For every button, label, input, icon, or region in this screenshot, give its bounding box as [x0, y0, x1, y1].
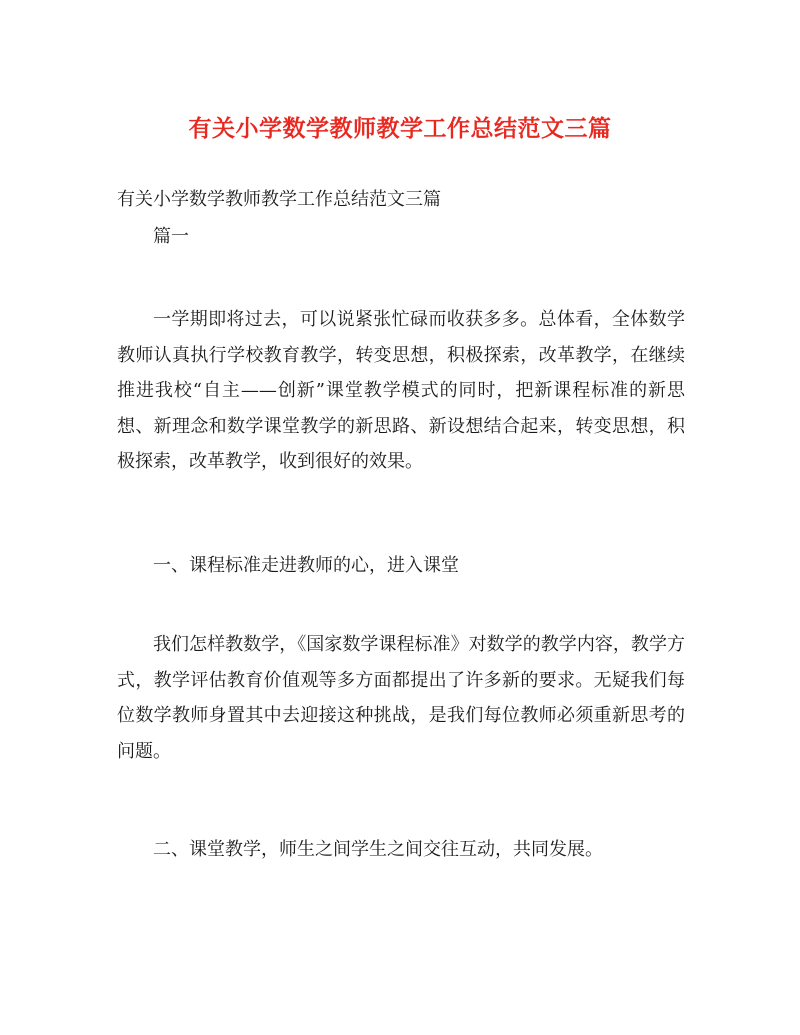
part-label: 篇一: [153, 226, 189, 247]
document-title: 有关小学数学教师教学工作总结范文三篇: [188, 115, 612, 142]
paragraph-2: 我们怎样教数学，《国家数学课程标准》对数学的教学内容，教学方式，教学评估教育价值观等多方面都提出了许多新的要求。无疑我们每位数学教师身置其中去迎接这种挑战，是我们每位教师必须重新思考的问题。: [117, 634, 685, 762]
section-heading-1: 一、课程标准走进教师的心，进入课堂: [153, 555, 459, 576]
section-heading-2: 二、课堂教学，师生之间学生之间交往互动，共同发展。: [153, 839, 603, 860]
paragraph-1: 一学期即将过去，可以说紧张忙碌而收获多多。总体看，全体数学教师认真执行学校教育教学，转变思想，积极探索，改革教学，在继续推进我校“自主——创新”课堂教学模式的同时，把新课程标准的新思想、新理念和数学课堂教学的新思路、新设想结合起来，转变思想，积极探索，改革教学，收到很好的效果。: [117, 309, 685, 472]
document-subtitle: 有关小学数学教师教学工作总结范文三篇: [117, 189, 441, 210]
